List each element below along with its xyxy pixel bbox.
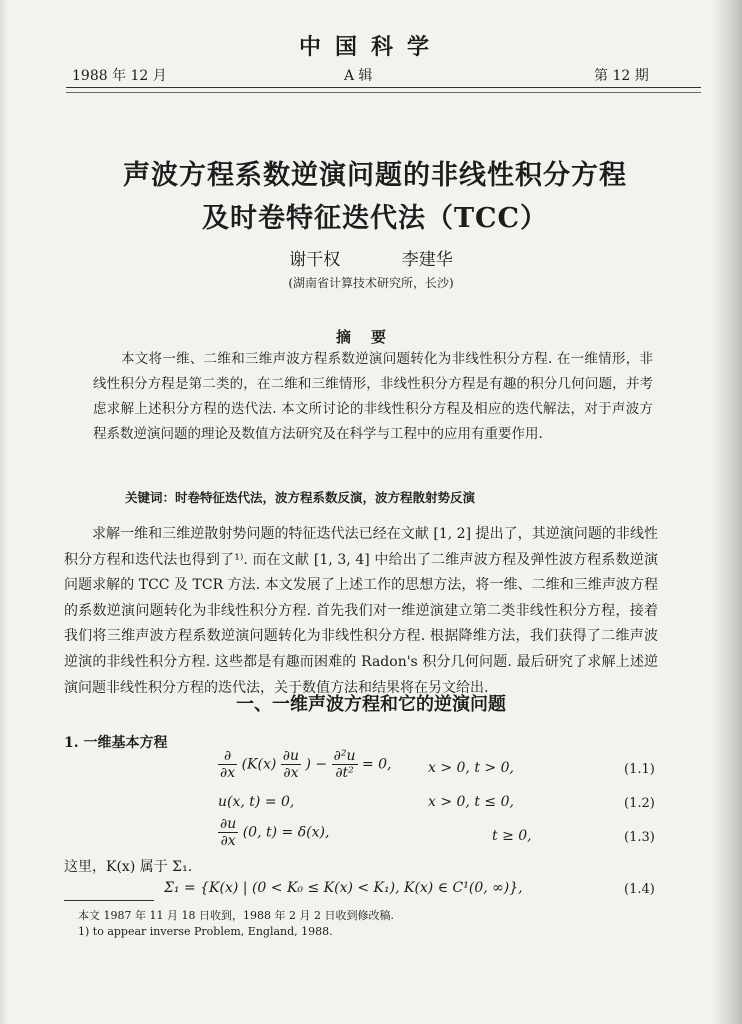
paper-title-line2: 及时卷特征迭代法（TCC） <box>201 203 549 234</box>
eq-part: (K(x) <box>241 756 277 773</box>
fraction: $\frac{\partial u}{\partial x}$ <box>282 748 300 781</box>
scan-shadow-right <box>712 0 742 1024</box>
footnote-rule <box>64 900 154 901</box>
scan-shadow-left <box>0 0 8 1024</box>
author-list <box>0 245 742 270</box>
abstract-heading: 摘要 <box>335 328 406 346</box>
keywords: 关键词：时卷特征迭代法，波方程系数反演，波方程散射势反演 <box>125 490 476 505</box>
eq-part: = 0, <box>361 756 392 773</box>
subsection-heading: 1. 一维基本方程 <box>64 735 168 751</box>
paper-title-line1: 声波方程系数逆演问题的非线性积分方程 <box>123 160 627 191</box>
abstract-text: 本文将一维、二维和三维声波方程系数逆演问题转化为非线性积分方程. 在一维情形，非线性积分方程是第二类的，在二维和三维情形，非线性积分方程是有趣的积分几何问题，并考虑求解上述积分方程的迭代法. 本文所讨论的非线性积分方程及相应的迭代解法，对于声波方程系数逆演问题的理论及数值方法研究及在科学与工程中的应用有重要作用. <box>93 351 653 442</box>
equation-1-2-condition: x > 0, t ≤ 0, <box>428 794 514 810</box>
eq-part: ) − <box>305 756 328 773</box>
sigma-intro: 这里，K(x) 属于 Σ₁. <box>64 859 193 875</box>
intro-paragraph: 求解一维和三维逆散射势问题的特征迭代法已经在文献 [1, 2] 提出了，其逆演问题的非线性积分方程和迭代法也得到了¹⁾. 而在文献 [1, 3, 4] 中给出了二维声波方程及弹性波方程系数逆演问题求解的 TCC 及 TCR 方法. 本文发展了上述工作的思想方法，将一维、二维和三维声波方程的系数逆演问题转化为非线性积分方程. 首先我们对一维逆演建立第二类非线性积分方程，接着我们将三维声波方程系数逆演问题转化为非线性积分方程. 根据降维方法，我们获得了二维声波逆演的非线性积分方程. 这些都是有趣而困难的 Radon's 积分几何问题. 最后研究了求解上述逆演问题非线性积分方程的迭代法，关于数值方法和结果将在另文给出. <box>64 526 658 696</box>
equation-number-1-3: (1.3) <box>624 830 655 845</box>
fraction: $\frac{\partial u}{\partial x}$ <box>220 816 237 849</box>
equation-number-1-2: (1.2) <box>624 796 655 811</box>
equation-1-1-condition: x > 0, t > 0, <box>428 760 514 776</box>
journal-name: 中国科学 <box>298 34 443 60</box>
fraction: $\frac{\text{∂²u}}{\text{∂t²}}$ <box>333 748 356 781</box>
affiliation: (湖南省计算技术研究所，长沙) <box>288 276 454 290</box>
eq-part: (0, t) = δ(x), <box>242 824 330 841</box>
equation-1-1 <box>218 748 392 781</box>
footnote-received: 本文 1987 年 11 月 18 日收到，1988 年 2 月 2 日收到修改稿. <box>78 909 394 922</box>
equation-1-4: Σ₁ = {K(x) | (0 < K₀ ≤ K(x) < K₁), K(x) ∈ C¹(0, ∞)}, <box>164 880 523 896</box>
section-heading: 一、一维声波方程和它的逆演问题 <box>236 694 506 715</box>
issue-number: 第 12 期 <box>594 68 649 84</box>
fraction: $\frac{\partial}{\partial x}$ <box>220 748 236 781</box>
header-rule <box>66 87 701 88</box>
author-2: 李建华 <box>401 250 453 270</box>
header-rule-thin <box>66 92 701 93</box>
equation-1-3 <box>218 816 329 849</box>
series-label: A 辑 <box>344 68 373 84</box>
equation-1-2: u(x, t) = 0, <box>218 794 295 810</box>
issue-date: 1988 年 12 月 <box>72 68 167 84</box>
author-1: 谢干权 <box>289 250 341 270</box>
equation-number-1-1: (1.1) <box>624 762 655 777</box>
footnote-1: 1) to appear inverse Problem, England, 1988. <box>78 925 333 938</box>
equation-number-1-4: (1.4) <box>624 882 655 897</box>
equation-1-3-condition: t ≥ 0, <box>492 828 532 844</box>
